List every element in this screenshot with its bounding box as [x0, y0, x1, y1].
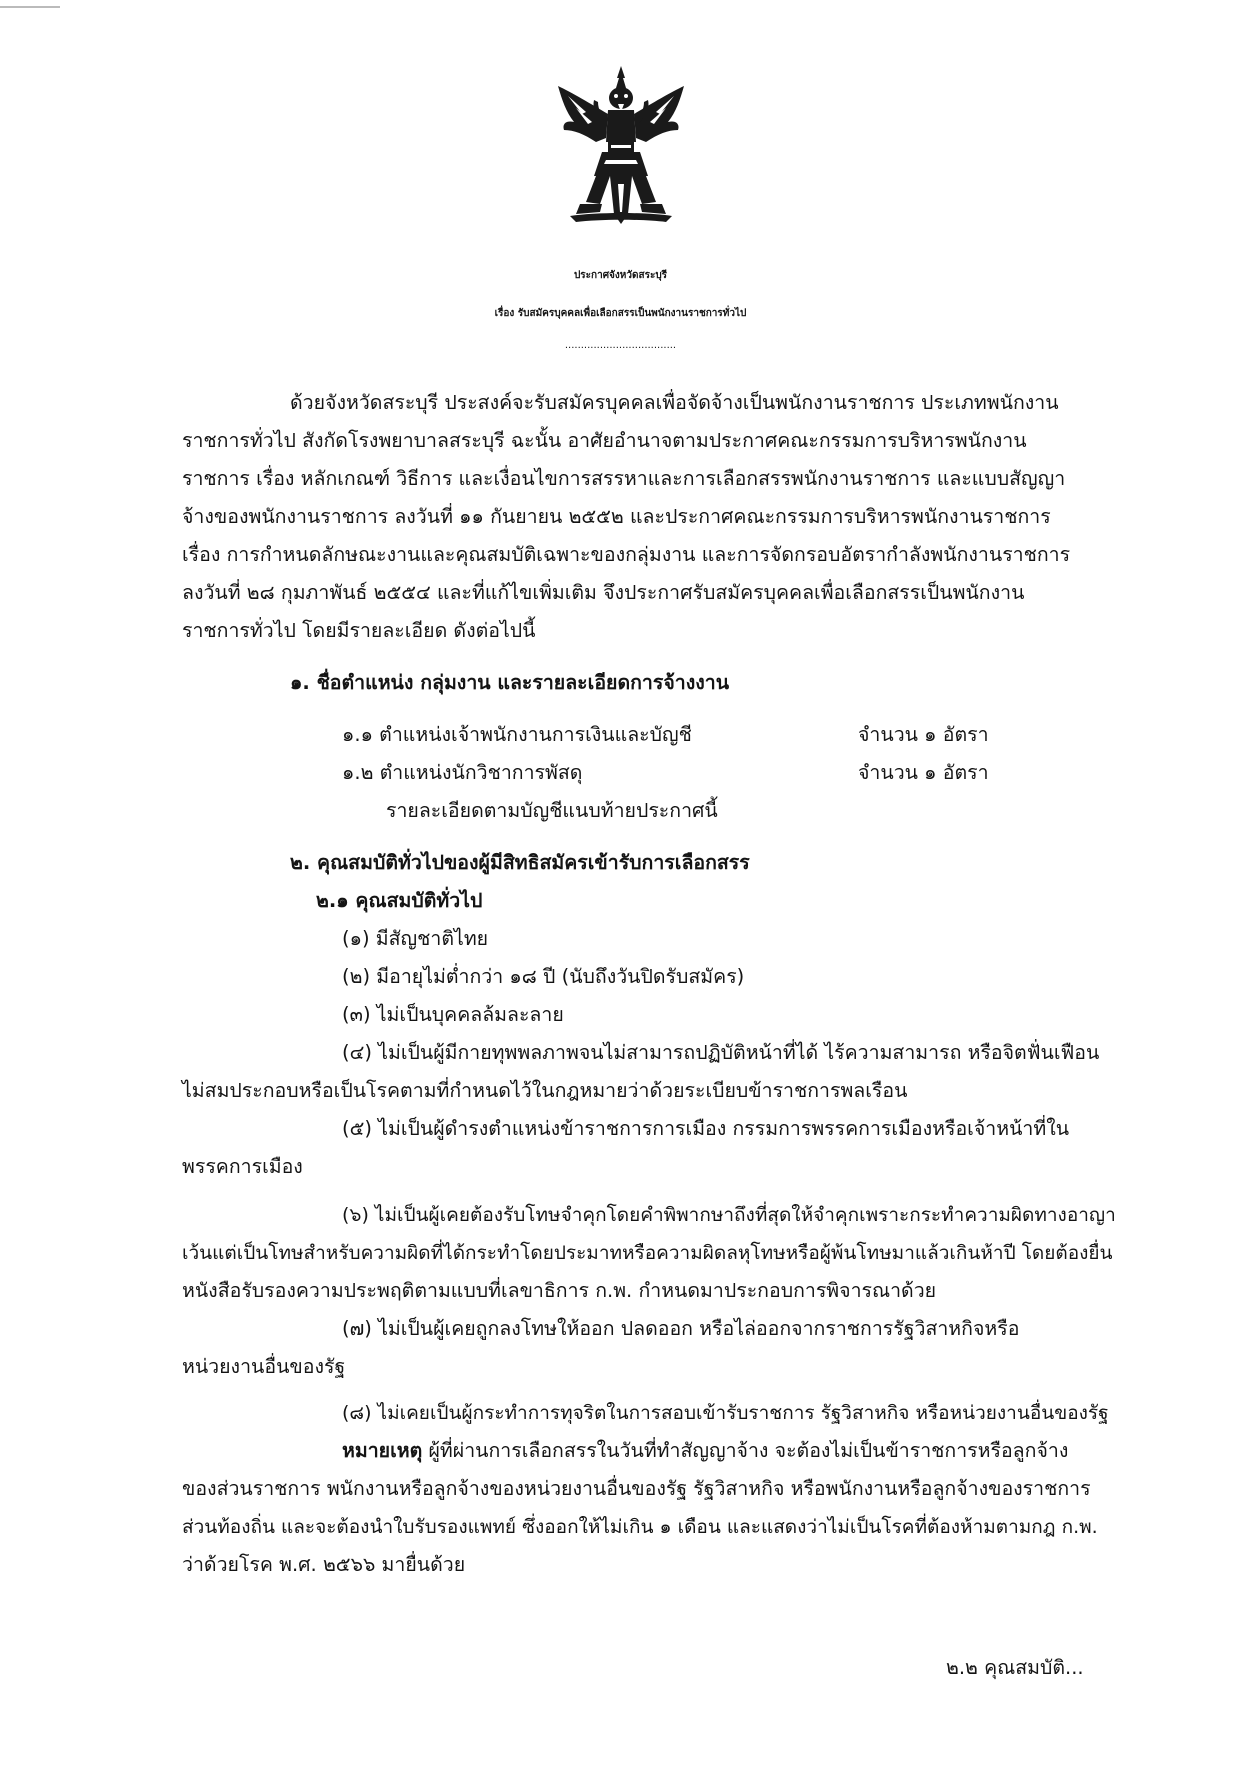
- remark-line-4: ว่าด้วยโรค พ.ศ. ๒๕๖๖ มายื่นด้วย: [182, 1553, 466, 1576]
- scan-artifact: [0, 6, 60, 8]
- title-divider: ...................................: [564, 340, 677, 351]
- remark-label: หมายเหตุ: [342, 1439, 423, 1462]
- position-2-name: ๑.๒ ตำแหน่งนักวิชาการพัสดุ: [342, 761, 583, 784]
- position-2-count: จำนวน ๑ อัตรา: [858, 761, 989, 784]
- qualification-8: (๘) ไม่เคยเป็นผู้กระทำการทุจริตในการสอบเข้ารับราชการ รัฐวิสาหกิจ หรือหน่วยงานอื่นของรัฐ: [342, 1402, 1109, 1424]
- remark-line-1: [342, 1438, 1068, 1464]
- qualification-6-line-3: หนังสือรับรองความประพฤติตามแบบที่เลขาธิการ ก.พ. กำหนดมาประกอบการพิจารณาด้วย: [182, 1279, 937, 1302]
- intro-line-6: ลงวันที่ ๒๘ กุมภาพันธ์ ๒๕๕๔ และที่แก้ไขเพิ่มเติม จึงประกาศรับสมัครบุคคลเพื่อเลือกสรรเป็นพนักงาน: [182, 581, 1025, 604]
- qualification-5-line-1: (๕) ไม่เป็นผู้ดำรงตำแหน่งข้าราชการการเมือง กรรมการพรรคการเมืองหรือเจ้าหน้าที่ใน: [342, 1117, 1070, 1140]
- qualification-2: (๒) มีอายุไม่ต่ำกว่า ๑๘ ปี (นับถึงวันปิดรับสมัคร): [342, 965, 745, 988]
- garuda-emblem-icon: [556, 64, 686, 234]
- qualification-5-line-2: พรรคการเมือง: [182, 1155, 303, 1178]
- remark-text: ผู้ที่ผ่านการเลือกสรรในวันที่ทำสัญญาจ้าง จะต้องไม่เป็นข้าราชการหรือลูกจ้าง: [428, 1439, 1069, 1462]
- intro-line-2: ราชการทั่วไป สังกัดโรงพยาบาลสระบุรี ฉะนั้น อาศัยอำนาจตามประกาศคณะกรรมการบริหารพนักงาน: [182, 429, 1027, 452]
- intro-line-4: จ้างของพนักงานราชการ ลงวันที่ ๑๑ กันยายน ๒๕๕๒ และประกาศคณะกรรมการบริหารพนักงานราชการ: [182, 505, 1051, 528]
- qualification-7-line-2: หน่วยงานอื่นของรัฐ: [182, 1355, 346, 1378]
- continuation-note: ๒.๒ คุณสมบัติ...: [946, 1656, 1084, 1679]
- intro-line-1: ด้วยจังหวัดสระบุรี ประสงค์จะรับสมัครบุคคลเพื่อจัดจ้างเป็นพนักงานราชการ ประเภทพนักงาน: [290, 391, 1059, 414]
- qualification-4-line-1: (๔) ไม่เป็นผู้มีกายทุพพลภาพจนไม่สามารถปฏิบัติหน้าที่ได้ ไร้ความสามารถ หรือจิตฟั่นเฟือน: [342, 1041, 1100, 1064]
- position-detail-note: รายละเอียดตามบัญชีแนบท้ายประกาศนี้: [386, 799, 718, 822]
- intro-line-3: ราชการ เรื่อง หลักเกณฑ์ วิธีการ และเงื่อนไขการสรรหาและการเลือกสรรพนักงานราชการ และแบบสัญญา: [182, 467, 1066, 490]
- position-1-count: จำนวน ๑ อัตรา: [858, 723, 989, 746]
- qualification-3: (๓) ไม่เป็นบุคคลล้มละลาย: [342, 1003, 564, 1026]
- qualification-6-line-1: (๖) ไม่เป็นผู้เคยต้องรับโทษจำคุกโดยคำพิพากษาถึงที่สุดให้จำคุกเพราะกระทำความผิดทางอาญา: [342, 1204, 1116, 1226]
- document-title: ประกาศจังหวัดสระบุรี: [573, 270, 668, 281]
- section2-heading: ๒. คุณสมบัติทั่วไปของผู้มีสิทธิสมัครเข้ารับการเลือกสรร: [290, 851, 750, 874]
- intro-line-5: เรื่อง การกำหนดลักษณะงานและคุณสมบัติเฉพาะของกลุ่มงาน และการจัดกรอบอัตรากำลังพนักงานราชการ: [182, 543, 1071, 566]
- position-1-name: ๑.๑ ตำแหน่งเจ้าพนักงานการเงินและบัญชี: [342, 723, 692, 746]
- section1-heading: ๑. ชื่อตำแหน่ง กลุ่มงาน และรายละเอียดการจ้างงาน: [290, 671, 730, 694]
- qualification-1: (๑) มีสัญชาติไทย: [342, 927, 489, 950]
- qualification-7-line-1: (๗) ไม่เป็นผู้เคยถูกลงโทษให้ออก ปลดออก หรือไล่ออกจากราชการรัฐวิสาหกิจหรือ: [342, 1317, 1020, 1340]
- section2-subheading: ๒.๑ คุณสมบัติทั่วไป: [316, 889, 483, 912]
- remark-line-3: ส่วนท้องถิ่น และจะต้องนำใบรับรองแพทย์ ซึ่งออกให้ไม่เกิน ๑ เดือน และแสดงว่าไม่เป็นโรคที่ต้องห้ามตามกฎ ก.พ.: [182, 1516, 1098, 1538]
- remark-line-2: ของส่วนราชการ พนักงานหรือลูกจ้างของหน่วยงานอื่นของรัฐ รัฐวิสาหกิจ หรือพนักงานหรือลูกจ้างของราชการ: [182, 1477, 1091, 1500]
- intro-line-7: ราชการทั่วไป โดยมีรายละเอียด ดังต่อไปนี้: [182, 619, 536, 642]
- document-subject: เรื่อง รับสมัครบุคคลเพื่อเลือกสรรเป็นพนักงานราชการทั่วไป: [494, 308, 747, 319]
- qualification-6-line-2: เว้นแต่เป็นโทษสำหรับความผิดที่ได้กระทำโดยประมาทหรือความผิดลหุโทษหรือผู้พ้นโทษมาแล้วเกินห้าปี โดยต้องยื่น: [182, 1242, 1113, 1264]
- qualification-4-line-2: ไม่สมประกอบหรือเป็นโรคตามที่กำหนดไว้ในกฎหมายว่าด้วยระเบียบข้าราชการพลเรือน: [182, 1079, 908, 1102]
